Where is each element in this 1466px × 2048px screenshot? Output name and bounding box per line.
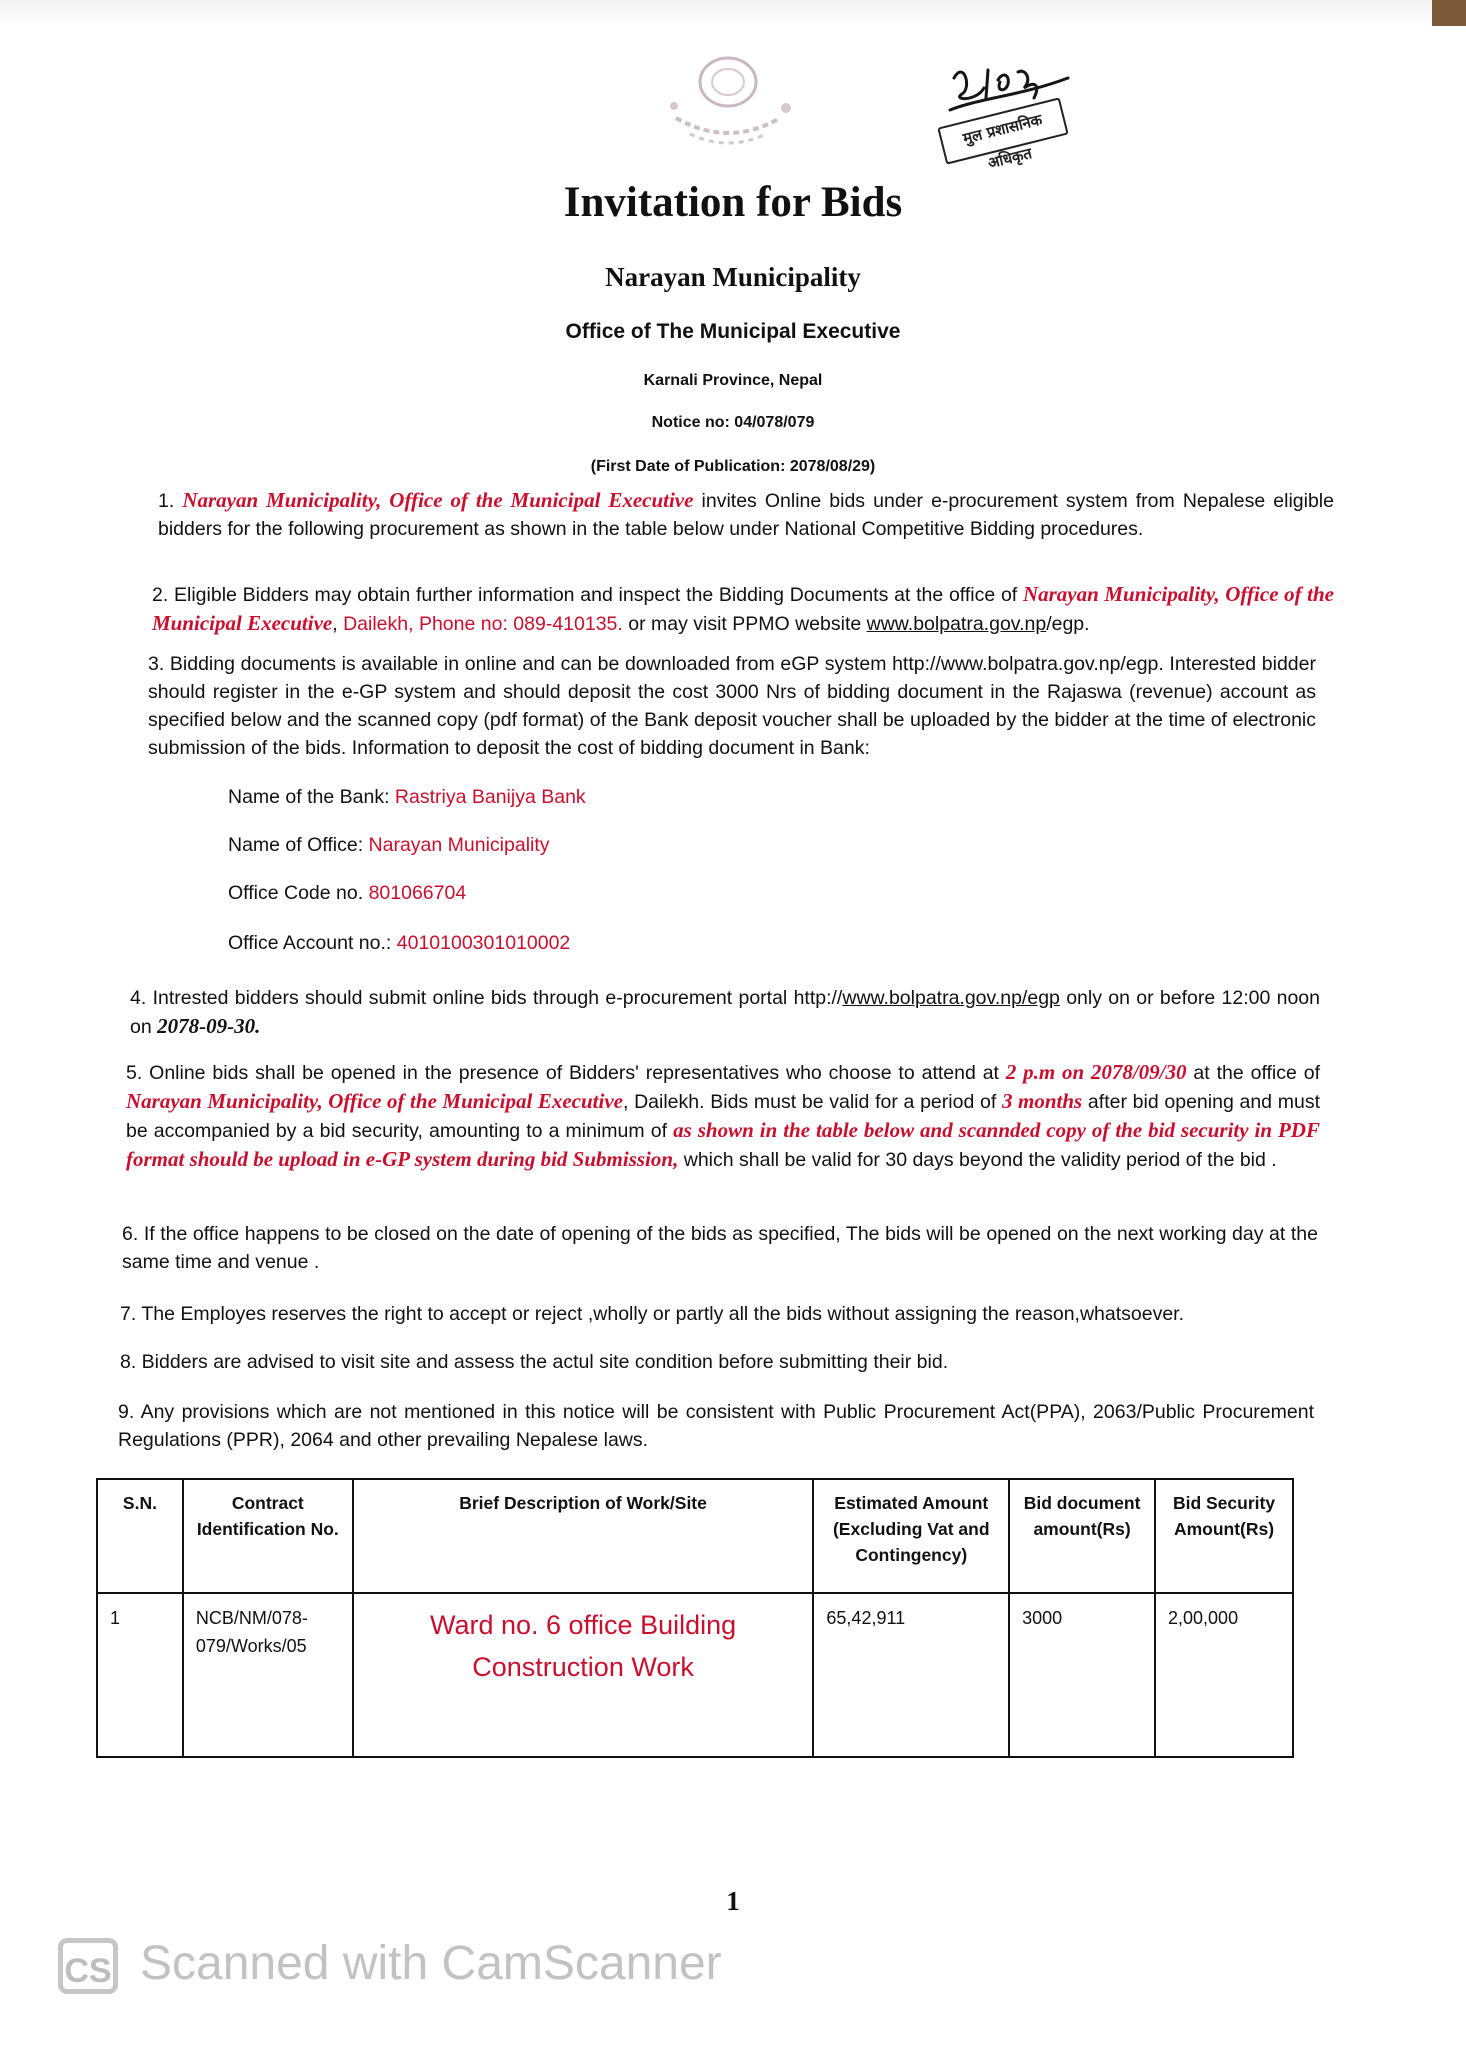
bank-name-row [228,786,586,809]
bid-security-note: as shown in the table below and scannded copy of the bid security in PDF format should be upload in e-GP system during bid Submission, [126,1118,1320,1171]
p4-text-b: only on or before 12:00 noon on [130,987,1320,1038]
cell-bid-security: 2,00,000 [1155,1593,1293,1757]
egp-portal-link[interactable]: www.bolpatra.gov.np/egp [842,987,1060,1009]
p2-red-org: Narayan Municipality, Office of the Municipal Executive [152,582,1334,635]
paragraph-5 [126,1058,1320,1174]
table-header-row [97,1479,1293,1593]
header-bid-security: Bid Security Amount(Rs) [1155,1479,1293,1593]
office-code-row [228,882,466,905]
p5-red-org: Narayan Municipality, Office of the Municipal Executive [126,1089,623,1113]
paragraph-7: 7. The Employes reserves the right to accept or reject ,wholly or partly all the bids without assigning the reason,whatsoever. [120,1303,1185,1325]
camscanner-watermark: Scanned with CamScanner [140,1937,722,1990]
cell-bid-doc-amount: 3000 [1009,1593,1155,1757]
p2-text-b: , [332,613,344,635]
p2-text-a: 2. Eligible Bidders may obtain further information and inspect the Bidding Documents at the office of [152,584,1023,606]
office-name-value: Narayan Municipality [368,834,550,856]
office-code-label: Office Code no. [228,882,369,904]
paragraph-2 [152,580,1334,638]
municipality-name: Narayan Municipality [605,262,861,292]
paragraph-8: 8. Bidders are advised to visit site and assess the actul site condition before submitting their bid. [120,1351,949,1373]
page-number: 1 [726,1886,740,1916]
account-number-row [228,932,570,955]
province-line: Karnali Province, Nepal [643,372,823,389]
p5-text-c: , Dailekh. Bids must be valid for a period of [622,1091,1002,1113]
header-sn: S.N. [97,1479,183,1593]
p2-red-phone: Dailekh, Phone no: 089-410135. [343,613,623,635]
header-bid-doc-amount: Bid document amount(Rs) [1009,1479,1155,1593]
cell-estimated-amount: 65,42,911 [813,1593,1009,1757]
paragraph-4 [130,984,1320,1041]
scan-corner-mark [1432,0,1466,26]
bank-name-value: Rastriya Banijya Bank [394,786,586,808]
p5-text-a: 5. Online bids shall be opened in the presence of Bidders' representatives who choose to attend at [126,1062,1006,1084]
header-estimated-amount: Estimated Amount (Excluding Vat and Contingency) [813,1479,1009,1593]
table-row [97,1593,1293,1757]
paragraph-6: 6. If the office happens to be closed on the date of opening of the bids as specified, The bids will be opened on the next working day at the same time and venue . [122,1223,1318,1273]
cell-description: Ward no. 6 office Building Construction Work [353,1593,814,1757]
ppmo-website-link[interactable]: www.bolpatra.gov.np [866,613,1047,635]
header-contract-id: Contract Identification No. [183,1479,353,1593]
paragraph-9: 9. Any provisions which are not mentioned in this notice will be consistent with Public Procurement Act(PPA), 2063/Public Procurement Regulations (PPR), 2064 and other prevailing Nepalese laws. [118,1401,1314,1451]
bid-opening-time: 2 p.m on 2078/09/30 [1005,1060,1187,1084]
bank-name-label: Name of the Bank: [228,786,395,808]
official-stamp: मुल प्रशासनिक अधिकृत [937,97,1068,164]
p1-number: 1. [158,490,175,512]
scan-top-edge [0,0,1466,26]
office-name: Office of The Municipal Executive [565,320,901,343]
office-name-label: Name of Office: [228,834,369,856]
paragraph-3: 3. Bidding documents is available in online and can be downloaded from eGP system http://www.bolpatra.gov.np/egp. Interested bidder should register in the e-GP system and should deposit the cost 3000 Nrs of bidding document in the Rajaswa (revenue) account as specified below and the scanned copy (pdf format) of the Bank deposit voucher shall be uploaded by the bidder at the time of electronic submission of the bids. Information to deposit the cost of bidding document in Bank: [148,653,1316,759]
account-number-label: Office Account no.: [228,932,397,954]
cell-sn: 1 [97,1593,183,1757]
publication-date: (First Date of Publication: 2078/08/29) [590,458,876,475]
cell-contract-id: NCB/NM/078-079/Works/05 [183,1593,353,1757]
p2-text-d: /egp. [1046,613,1090,635]
submission-deadline: 2078-09-30. [157,1014,261,1038]
bid-validity-period: 3 months [1001,1089,1083,1113]
account-number-value: 4010100301010002 [396,932,571,954]
paragraph-1 [158,486,1334,543]
office-name-row [228,834,550,857]
header-description: Brief Description of Work/Site [353,1479,814,1593]
p5-text-b: at the office of [1186,1062,1321,1084]
office-code-value: 801066704 [368,882,467,904]
p1-text: invites Online bids under e-procurement system from Nepalese eligible bidders for the following procurement as shown in the table below under National Competitive Bidding procedures. [158,490,1334,540]
p4-text-a: 4. Intrested bidders should submit online bids through e-procurement portal http:// [130,987,843,1009]
p5-text-d: after bid opening and must be accompanied by a bid security, amounting to a minimum of [126,1091,1320,1142]
p2-text-c: or may visit PPMO website [622,613,867,635]
municipality-seal [668,48,798,152]
p5-text-e: which shall be valid for 30 days beyond the validity period of the bid . [678,1149,1277,1171]
notice-number: Notice no: 04/078/079 [651,414,815,431]
camscanner-logo-icon: CS [58,1938,118,1994]
p1-red-org: Narayan Municipality, Office of the Municipal Executive [182,488,694,512]
bid-table [96,1478,1294,1758]
page-title: Invitation for Bids [563,179,903,226]
